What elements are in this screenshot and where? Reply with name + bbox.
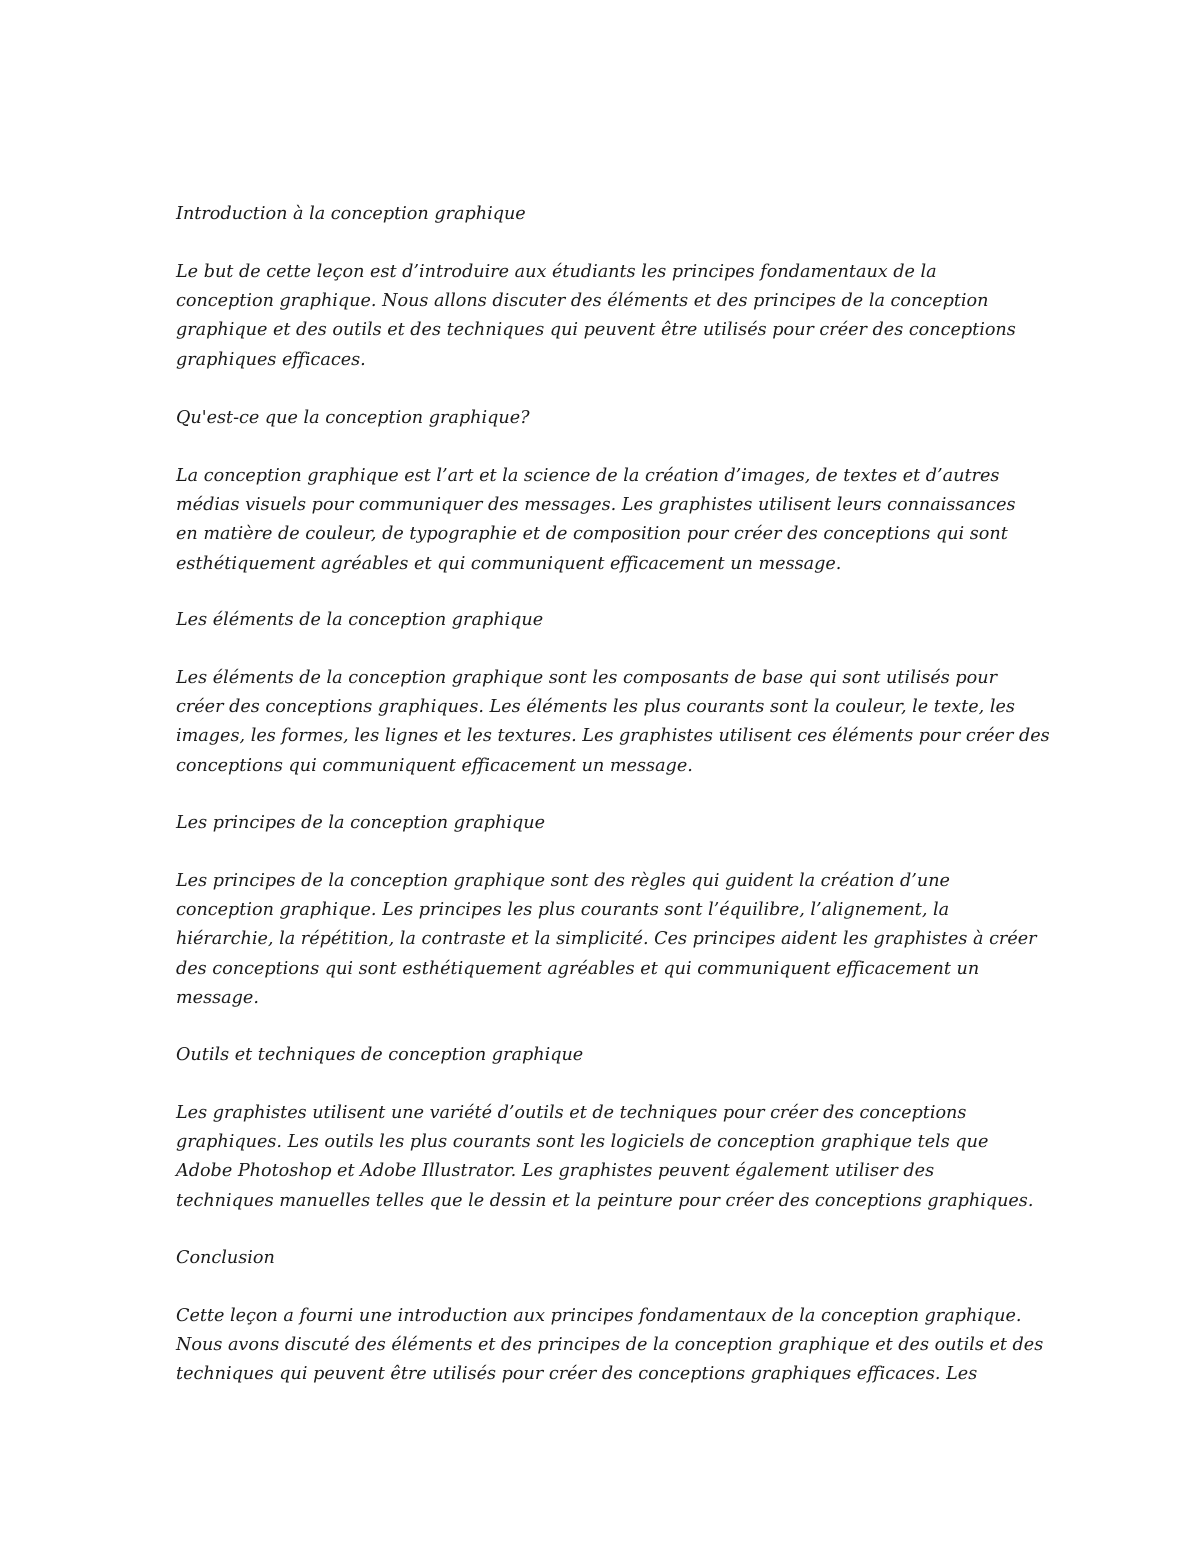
section-heading-tools xyxy=(176,1041,1036,1070)
paragraph-line: Les principes de la conception graphique sont des règles qui guident la création d’une xyxy=(176,871,950,891)
paragraph-line: graphiques efficaces. xyxy=(176,349,366,370)
section-paragraph-principles xyxy=(176,867,1036,1013)
paragraph-line: graphique et des outils et des techniques qui peuvent être utilisés pour créer des conceptions xyxy=(176,320,1016,341)
section-paragraph-what-is xyxy=(176,462,1036,579)
document-title xyxy=(176,200,1036,229)
paragraph-line: Le but de cette leçon est d’introduire aux étudiants les principes fondamentaux de la xyxy=(176,262,937,282)
paragraph-line: Nous avons discuté des éléments et des principes de la conception graphique et des outils et des xyxy=(176,1335,1044,1356)
heading-text: Conclusion xyxy=(176,1248,275,1268)
section-paragraph-elements xyxy=(176,664,1050,781)
section-heading-what-is xyxy=(176,404,1036,433)
paragraph-line: conception graphique. Nous allons discuter des éléments et des principes de la conception xyxy=(176,291,989,312)
paragraph-line: hiérarchie, la répétition, la contraste et la simplicité. Ces principes aident les graphistes à créer xyxy=(176,929,1037,950)
section-heading-conclusion xyxy=(176,1244,1036,1273)
paragraph-line: graphiques. Les outils les plus courants sont les logiciels de conception graphique tels que xyxy=(176,1132,989,1153)
title-text: Introduction à la conception graphique xyxy=(176,204,526,224)
paragraph-line: des conceptions qui sont esthétiquement agréables et qui communiquent efficacement un xyxy=(176,958,980,979)
paragraph-line: techniques manuelles telles que le dessin et la peinture pour créer des conceptions graphiques. xyxy=(176,1190,1034,1211)
heading-text: Outils et techniques de conception graphique xyxy=(176,1045,584,1065)
heading-text: Les principes de la conception graphique xyxy=(176,813,546,833)
paragraph-line: en matière de couleur, de typographie et de composition pour créer des conceptions qui sont xyxy=(176,524,1008,545)
section-paragraph-conclusion xyxy=(176,1302,1044,1390)
paragraph-line: images, les formes, les lignes et les textures. Les graphistes utilisent ces éléments pour créer des xyxy=(176,726,1050,747)
heading-text: Les éléments de la conception graphique xyxy=(176,610,544,630)
section-heading-principles xyxy=(176,809,1036,838)
paragraph-line: techniques qui peuvent être utilisés pour créer des conceptions graphiques efficaces. Les xyxy=(176,1364,978,1385)
paragraph-line: Les graphistes utilisent une variété d’outils et de techniques pour créer des conceptions xyxy=(176,1103,967,1123)
paragraph-line: créer des conceptions graphiques. Les éléments les plus courants sont la couleur, le texte, les xyxy=(176,697,1015,718)
intro-paragraph xyxy=(176,258,1036,375)
paragraph-line: Adobe Photoshop et Adobe Illustrator. Les graphistes peuvent également utiliser des xyxy=(176,1161,935,1182)
section-paragraph-tools xyxy=(176,1099,1036,1216)
paragraph-line: Cette leçon a fourni une introduction aux principes fondamentaux de la conception graphique. xyxy=(176,1306,1022,1326)
section-heading-elements xyxy=(176,606,1036,635)
paragraph-line: Les éléments de la conception graphique sont les composants de base qui sont utilisés pour xyxy=(176,668,997,688)
paragraph-line: médias visuels pour communiquer des messages. Les graphistes utilisent leurs connaissances xyxy=(176,495,1016,516)
paragraph-line: conceptions qui communiquent efficacement un message. xyxy=(176,755,693,776)
paragraph-line: conception graphique. Les principes les plus courants sont l’équilibre, l’alignement, la xyxy=(176,900,950,921)
paragraph-line: La conception graphique est l’art et la science de la création d’images, de textes et d’autres xyxy=(176,466,1000,486)
heading-text: Qu'est-ce que la conception graphique? xyxy=(176,408,530,428)
paragraph-line: esthétiquement agréables et qui communiquent efficacement un message. xyxy=(176,553,842,574)
paragraph-line: message. xyxy=(176,987,259,1008)
